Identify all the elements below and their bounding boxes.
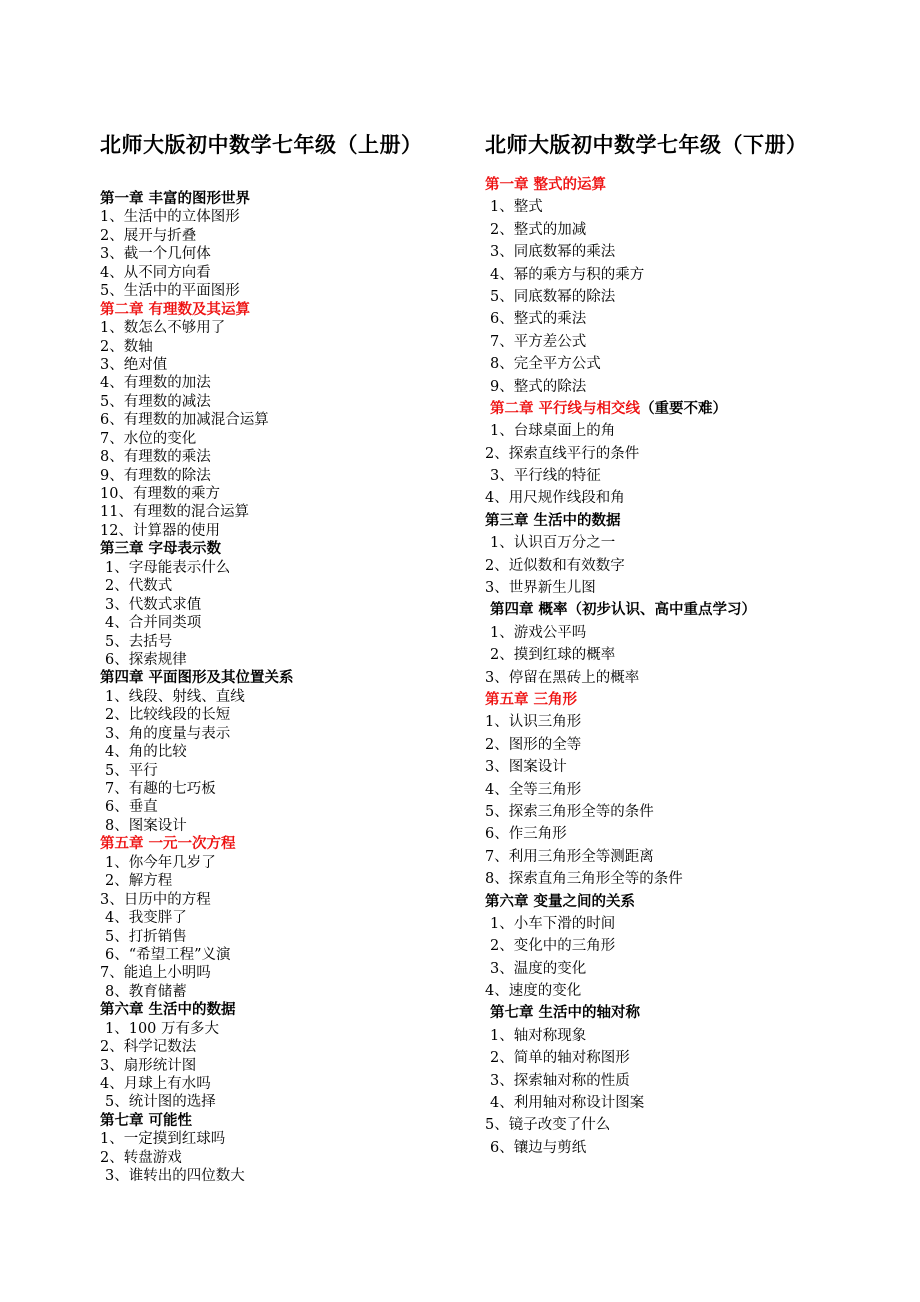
section-title: 1、100 万有多大 <box>105 1020 220 1037</box>
section-title: 4、合并同类项 <box>105 615 202 632</box>
volume-lower-title: 北师大版初中数学七年级（下册） <box>485 133 808 157</box>
section-item <box>100 338 500 356</box>
section-title: 5、去括号 <box>105 633 173 650</box>
section-title: 3、同底数幂的乘法 <box>490 244 616 261</box>
section-title: 4、利用轴对称设计图案 <box>490 1095 645 1112</box>
section-item <box>485 443 885 465</box>
section-title: 2、比较线段的长短 <box>105 707 231 724</box>
section-item <box>100 780 500 798</box>
section-title: 6、“希望工程”义演 <box>105 946 231 963</box>
section-item <box>100 1075 500 1093</box>
section-title: 3、温度的变化 <box>490 960 587 977</box>
section-title: 2、解方程 <box>105 873 173 890</box>
chapter-title: 第二章 有理数及其运算 <box>100 301 251 318</box>
section-title: 11、有理数的混合运算 <box>100 504 249 521</box>
section-title: 5、平行 <box>105 762 158 779</box>
section-title: 3、图案设计 <box>485 759 567 776</box>
volume-lower-column <box>485 130 885 1159</box>
section-title: 3、角的度量与表示 <box>105 725 231 742</box>
section-title: 8、探索直角三角形全等的条件 <box>485 871 683 888</box>
section-title: 3、绝对值 <box>100 356 168 373</box>
section-item <box>485 913 885 935</box>
section-title: 7、有趣的七巧板 <box>105 781 216 797</box>
section-item <box>485 734 885 756</box>
section-item <box>485 219 885 241</box>
section-title: 7、能追上小明吗 <box>100 965 211 982</box>
chapter-title: 第六章 变量之间的关系 <box>485 893 636 910</box>
section-item <box>100 522 500 540</box>
section-item <box>485 980 885 1002</box>
section-title: 2、转盘游戏 <box>100 1149 182 1166</box>
section-title: 4、有理数的加法 <box>100 375 211 392</box>
section-item <box>100 946 500 964</box>
section-item <box>100 1057 500 1075</box>
section-title: 2、摸到红球的概率 <box>490 647 616 664</box>
section-item <box>485 868 885 890</box>
section-title: 9、整式的除法 <box>490 378 587 395</box>
section-title: 5、探索三角形全等的条件 <box>485 803 654 820</box>
section-item <box>100 743 500 761</box>
section-item <box>100 356 500 374</box>
section-item <box>100 854 500 872</box>
section-item <box>100 1130 500 1148</box>
section-title: 2、代数式 <box>105 578 173 595</box>
section-item <box>100 577 500 595</box>
section-title: 1、轴对称现象 <box>490 1027 587 1044</box>
section-item <box>100 1093 500 1111</box>
section-title: 2、整式的加减 <box>490 221 587 238</box>
section-item <box>485 801 885 823</box>
section-title: 1、认识百万分之一 <box>490 535 616 552</box>
section-title: 3、代数式求值 <box>105 596 202 613</box>
section-title: 5、统计图的选择 <box>105 1094 216 1111</box>
section-title: 4、从不同方向看 <box>100 264 211 281</box>
chapter-heading <box>485 510 885 532</box>
section-item <box>485 823 885 845</box>
section-item <box>485 196 885 218</box>
section-title: 4、月球上有水吗 <box>100 1076 211 1092</box>
section-item <box>485 1025 885 1047</box>
section-item <box>100 245 500 263</box>
section-item <box>100 227 500 245</box>
section-title: 2、数轴 <box>100 338 153 355</box>
chapter-title: 第六章 生活中的数据 <box>100 1002 236 1019</box>
section-title: 1、认识三角形 <box>485 714 582 731</box>
section-title: 1、整式 <box>490 199 543 216</box>
section-item <box>100 725 500 743</box>
chapter-heading <box>100 835 500 853</box>
section-item <box>485 1070 885 1092</box>
chapter-title: 第一章 整式的运算 <box>485 177 607 193</box>
section-item <box>485 711 885 733</box>
section-item <box>485 264 885 286</box>
section-item <box>485 331 885 353</box>
section-title: 10、有理数的乘方 <box>100 486 220 502</box>
section-item <box>100 1149 500 1167</box>
section-title: 1、生活中的立体图形 <box>100 209 240 226</box>
section-item <box>485 1137 885 1159</box>
section-item <box>485 958 885 980</box>
section-title: 1、字母能表示什么 <box>105 559 231 576</box>
section-item <box>100 559 500 577</box>
volume-upper-column <box>100 130 500 1186</box>
section-title: 5、打折销售 <box>105 928 187 945</box>
section-title: 3、截一个几何体 <box>100 246 211 263</box>
section-title: 2、展开与折叠 <box>100 227 197 244</box>
section-title: 6、探索规律 <box>105 651 187 668</box>
section-title: 4、我变胖了 <box>105 910 187 927</box>
section-title: 8、完全平方公式 <box>490 356 601 373</box>
chapter-heading <box>485 891 885 913</box>
section-item <box>100 393 500 411</box>
section-title: 1、台球桌面上的角 <box>490 423 616 440</box>
section-item <box>100 411 500 429</box>
section-item <box>485 376 885 398</box>
chapter-title: 第二章 平行线与相交线 <box>490 400 641 417</box>
section-title: 1、你今年几岁了 <box>105 854 216 871</box>
section-item <box>100 430 500 448</box>
section-item <box>485 241 885 263</box>
section-item <box>100 1167 500 1185</box>
section-title: 7、利用三角形全等测距离 <box>485 848 654 865</box>
section-item <box>485 353 885 375</box>
section-title: 6、作三角形 <box>485 826 567 843</box>
section-item <box>100 1038 500 1056</box>
section-item <box>485 1114 885 1136</box>
section-item <box>485 1047 885 1069</box>
chapter-title: 第七章 生活中的轴对称 <box>490 1005 641 1022</box>
section-item <box>485 756 885 778</box>
section-title: 7、平方差公式 <box>490 333 587 350</box>
section-title: 3、日历中的方程 <box>100 891 211 908</box>
section-title: 12、计算器的使用 <box>100 522 220 539</box>
section-title: 3、世界新生儿图 <box>485 580 596 597</box>
volume-upper-title: 北师大版初中数学七年级（上册） <box>100 133 423 157</box>
chapter-note: （重要不难） <box>640 400 728 417</box>
section-title: 5、有理数的减法 <box>100 393 211 410</box>
chapter-heading <box>485 1002 885 1024</box>
section-title: 4、用尺规作线段和角 <box>485 490 625 507</box>
section-title: 8、图案设计 <box>105 817 187 834</box>
section-item <box>485 577 885 599</box>
section-item <box>100 651 500 669</box>
chapter-title: 第四章 平面图形及其位置关系 <box>100 670 294 687</box>
section-title: 5、镜子改变了什么 <box>485 1117 611 1134</box>
chapter-heading <box>485 398 885 420</box>
section-title: 6、垂直 <box>105 799 158 816</box>
section-item <box>485 644 885 666</box>
section-item <box>485 286 885 308</box>
chapter-title: 第四章 概率（初步认识、高中重点学习） <box>490 602 757 619</box>
section-item <box>485 667 885 689</box>
section-title: 8、教育储蓄 <box>105 983 187 1000</box>
section-title: 2、图形的全等 <box>485 736 582 753</box>
section-item <box>100 264 500 282</box>
section-title: 9、有理数的除法 <box>100 467 211 484</box>
section-item <box>100 817 500 835</box>
section-title: 1、线段、射线、直线 <box>105 688 245 705</box>
volume-lower-toc <box>485 174 885 1159</box>
section-item <box>100 872 500 890</box>
section-item <box>100 798 500 816</box>
chapter-title: 第五章 三角形 <box>485 691 578 708</box>
chapter-heading <box>100 301 500 319</box>
chapter-title: 第三章 字母表示数 <box>100 541 222 558</box>
section-item <box>485 555 885 577</box>
section-title: 3、探索轴对称的性质 <box>490 1072 630 1089</box>
section-item <box>100 614 500 632</box>
section-title: 6、整式的乘法 <box>490 311 587 328</box>
chapter-title: 第一章 丰富的图形世界 <box>100 191 251 207</box>
section-title: 8、有理数的乘法 <box>100 449 211 466</box>
section-title: 2、变化中的三角形 <box>490 938 616 955</box>
section-title: 4、全等三角形 <box>485 781 582 798</box>
section-title: 5、同底数幂的除法 <box>490 288 616 305</box>
section-title: 1、一定摸到红球吗 <box>100 1131 226 1148</box>
section-title: 7、水位的变化 <box>100 430 197 447</box>
section-item <box>100 964 500 982</box>
section-title: 4、角的比较 <box>105 744 187 761</box>
volume-upper-toc <box>100 190 500 1186</box>
section-item <box>100 503 500 521</box>
chapter-heading <box>485 599 885 621</box>
section-title: 3、谁转出的四位数大 <box>105 1168 245 1185</box>
section-item <box>485 779 885 801</box>
section-title: 1、小车下滑的时间 <box>490 915 616 932</box>
chapter-heading <box>100 190 500 208</box>
section-item <box>100 282 500 300</box>
chapter-heading <box>485 689 885 711</box>
section-title: 4、速度的变化 <box>485 983 582 1000</box>
section-item <box>100 319 500 337</box>
section-item <box>100 928 500 946</box>
section-item <box>100 208 500 226</box>
section-item <box>100 633 500 651</box>
section-item <box>485 1092 885 1114</box>
section-item <box>100 485 500 503</box>
chapter-heading <box>100 1001 500 1019</box>
section-item <box>485 487 885 509</box>
section-item <box>485 465 885 487</box>
chapter-title: 第三章 生活中的数据 <box>485 512 621 529</box>
chapter-heading <box>485 174 885 196</box>
chapter-heading <box>100 1112 500 1130</box>
chapter-title: 第七章 可能性 <box>100 1112 193 1129</box>
chapter-title: 第五章 一元一次方程 <box>100 836 236 853</box>
section-title: 6、有理数的加减混合运算 <box>100 412 269 429</box>
section-title: 2、简单的轴对称图形 <box>490 1050 630 1067</box>
section-title: 2、科学记数法 <box>100 1039 197 1056</box>
section-item <box>100 706 500 724</box>
chapter-heading <box>100 669 500 687</box>
section-item <box>485 532 885 554</box>
section-item <box>100 467 500 485</box>
section-item <box>100 374 500 392</box>
section-item <box>100 448 500 466</box>
section-item <box>100 688 500 706</box>
section-title: 2、近似数和有效数字 <box>485 557 625 574</box>
section-item <box>100 909 500 927</box>
section-item <box>100 596 500 614</box>
section-title: 3、停留在黑砖上的概率 <box>485 669 640 686</box>
section-title: 4、幂的乘方与积的乘方 <box>490 266 645 283</box>
section-title: 2、探索直线平行的条件 <box>485 445 640 462</box>
section-title: 3、平行线的特征 <box>490 468 601 485</box>
section-item <box>485 420 885 442</box>
section-item <box>485 308 885 330</box>
section-title: 6、镶边与剪纸 <box>490 1139 587 1156</box>
section-title: 3、扇形统计图 <box>100 1057 197 1074</box>
section-item <box>100 891 500 909</box>
section-item <box>100 762 500 780</box>
section-item <box>100 1020 500 1038</box>
section-item <box>100 983 500 1001</box>
chapter-heading <box>100 540 500 558</box>
section-item <box>485 935 885 957</box>
section-item <box>485 846 885 868</box>
section-title: 1、数怎么不够用了 <box>100 320 226 337</box>
section-item <box>485 622 885 644</box>
section-title: 1、游戏公平吗 <box>490 624 587 641</box>
section-title: 5、生活中的平面图形 <box>100 283 240 300</box>
